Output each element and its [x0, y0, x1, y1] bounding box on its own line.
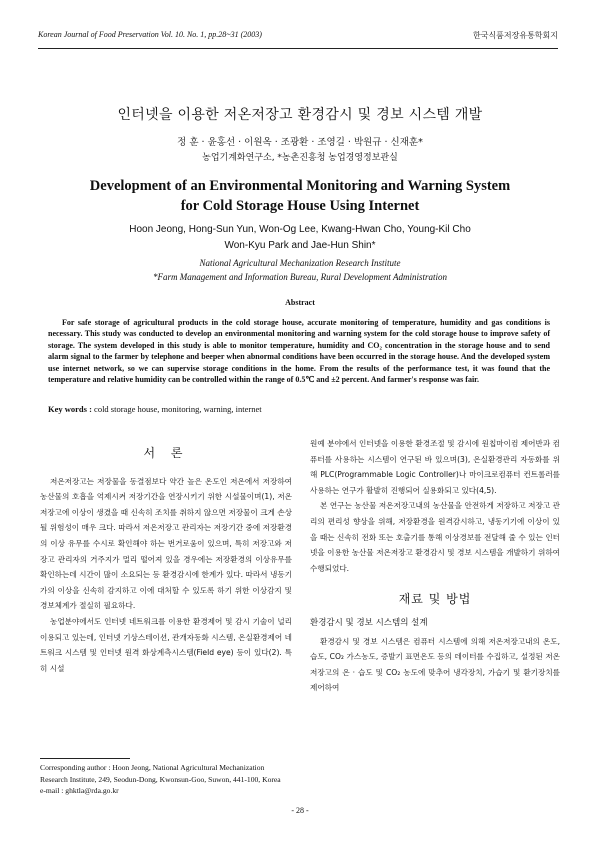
keywords-label: Key words : [48, 404, 92, 414]
header-rule [38, 48, 558, 49]
right-column [310, 436, 560, 696]
abstract-heading: Abstract [285, 298, 315, 307]
english-title-line-2: for Cold Storage House Using Internet [180, 198, 420, 214]
journal-citation: Korean Journal of Food Preservation Vol. 10. No. 1, pp.28~31 (2003) [38, 30, 262, 39]
intro-paragraph-4: 본 연구는 농산물 저온저장고내의 농산물을 안전하게 저장하고 저장고 관리의 편리성 향상을 위해, 저장환경을 원격감시하고, 냉동기기에 이상이 있을 때는 신속히 전화 또는 호출기를 통해 이상경보를 전달해 줄 수 있는 인터넷을 이용한 농산물 저온저장고 환경감시 및 경보 시스템을 개발하기 위하여 수행되었다. [310, 501, 560, 573]
footnote-rule [40, 758, 130, 759]
intro-paragraph-3: 원예 분야에서 인터넷을 이용한 환경조절 및 감시에 원칩마이컴 제어반과 컴퓨터를 사용하는 시스템이 연구된 바 있으며(3), 온실환경관리 자동화를 위해 PLC(Programmable Logic Controller)나 마이크로컴퓨터 컨트롤러를 사용하는 연구가 활발히 진행되어 실용화되고 있다(4,5). [310, 439, 560, 495]
society-name: 한국식품저장유통학회지 [472, 31, 558, 40]
corresponding-author: Corresponding author : Hoon Jeong, National Agricultural Mechanization Research Institute, 249, Seodun-Dong, Kwonsun-Goo, Suwon, 441-100, Korea [40, 763, 281, 784]
intro-paragraph-1: 저온저장고는 저장물을 동결점보다 약간 높은 온도인 저온에서 저장하여 농산물의 호흡을 억제시켜 저장기간을 연장시키기 위한 시설물이며(1), 저온저장고에 이상이 생겼을 때 신속히 조치를 취하지 않으면 저장물이 크게 손상될 위험성이 매우 크다. 따라서 저온저장고 관리자는 저장기간 중에 저장환경의 이상 유무를 수시로 확인해야 하는 번거로움이 있으며, 특히 저장고와 저장고 관리자의 거주지가 멀리 떨어져 있을 경우에는 저장환경의 이상유무를 확인하는데 시간이 많이 소요되는 등 환경감시에 한계가 있다. 따라서 냉동기가의 이상을 신속히 감지하고 이에 대처할 수 있도록 하기 위한 이상감지 및 경보체계가 절실히 필요하다. [40, 476, 292, 611]
introduction-heading: 서 론 [143, 446, 189, 460]
english-authors-line-1: Hoon Jeong, Hong-Sun Yun, Won-Og Lee, Kwang-Hwan Cho, Young-Kil Cho [129, 224, 471, 235]
footnote [40, 762, 292, 797]
korean-authors: 정 훈 · 윤홍선 · 이원옥 · 조광환 · 조영길 · 박원규 · 신재훈* [177, 137, 423, 148]
abstract-text: For safe storage of agricultural products in the cold storage house, accurate monitoring of temperature, humidity and gas conditions is necessary. This study was conducted to develop an environmental monitoring and warning system for the cold storage house to improve safety of storage. The system developed in this study is able to monitor temperature, humidity and CO₂ concentration in the storage house and to send alarm signal to the farmer by telephone and beeper when abnormal conditions have been occurred in the storage house. And the developed system use internet network, so we can supervise storage conditions in the home. From the results of the performance test, it was found that the temperature and relative humidity can be controlled within the range of 0.5℃ and ±2 percent. And farmer's response was fair. [48, 318, 550, 385]
korean-affiliation: 농업기계화연구소, *농촌진흥청 농업경영정보관실 [202, 153, 398, 163]
methods-subheading: 환경감시 및 경보 시스템의 설계 [310, 617, 428, 628]
english-affiliation [0, 256, 600, 284]
english-title [0, 176, 600, 216]
methods-paragraph-1: 환경감시 및 경보 시스템은 컴퓨터 시스템에 의해 저온저장고내의 온도, 습도, CO₂ 가스농도, 증발기 표면온도 등의 데이터를 수집하고, 설정된 저온저장고의 온 · 습도 및 CO₂ 농도에 맞추어 냉각장치, 가습기 및 환기장치를 제어하여 [310, 636, 560, 693]
english-affiliation-line-1: National Agricultural Mechanization Research Institute [199, 258, 401, 268]
left-column [40, 436, 292, 676]
english-authors-line-2: Won-Kyu Park and Jae-Hun Shin* [224, 240, 376, 251]
english-affiliation-line-2: *Farm Management and Information Bureau, Rural Development Administration [153, 272, 447, 282]
korean-title: 인터넷을 이용한 저온저장고 환경감시 및 경보 시스템 개발 [117, 107, 483, 123]
intro-paragraph-2: 농업분야에서도 인터넷 네트워크를 이용한 환경제어 및 감시 기술이 널리 이용되고 있는데, 인터넷 기상스테이션, 관개자동화 시스템, 온실환경제어 네트워크 시스템 및 인터넷 원격 화상계측시스템(Field eye) 등이 있다(2). 특히 시설 [40, 616, 292, 673]
keywords [48, 404, 262, 414]
author-email: e-mail : ghktla@rda.go.kr [40, 786, 119, 795]
english-title-line-1: Development of an Environmental Monitoring and Warning System [89, 178, 511, 194]
methods-heading: 재료 및 방법 [398, 592, 472, 607]
page-number: - 28 - [291, 806, 309, 815]
english-authors [0, 222, 600, 254]
keywords-text: cold storage house, monitoring, warning, internet [94, 404, 262, 414]
